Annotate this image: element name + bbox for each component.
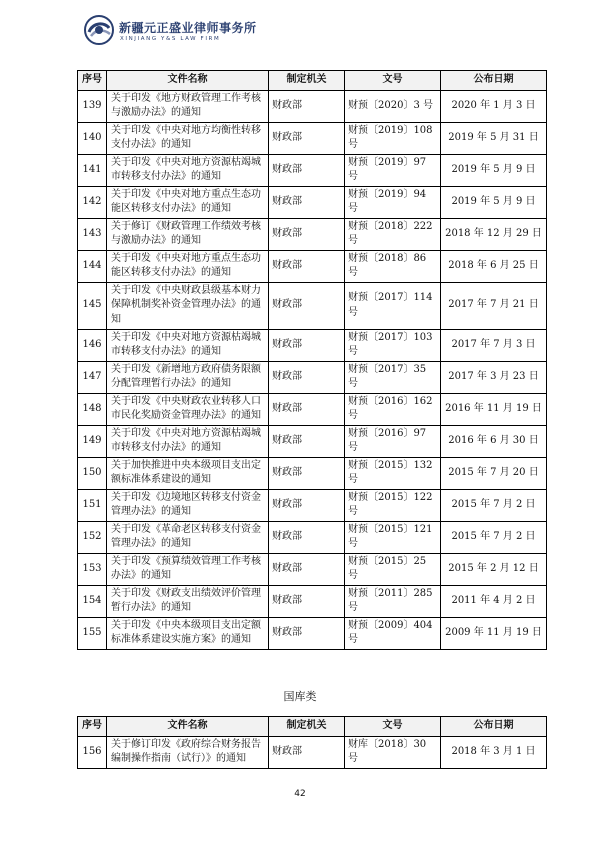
row-authority: 财政部 [269,361,345,393]
row-name: 关于修订印发《政府综合财务报告编制操作指南（试行）》的通知 [107,736,269,768]
row-date: 2011 年 4 月 2 日 [441,585,547,617]
row-doc-number: 财预〔2015〕121 号 [345,521,441,553]
row-no: 142 [78,186,107,218]
row-name: 关于印发《中央对地方资源枯竭城市转移支付办法》的通知 [107,154,269,186]
row-date: 2017 年 3 月 23 日 [441,361,547,393]
row-no: 152 [78,521,107,553]
col-header-date: 公布日期 [441,71,547,91]
row-name: 关于印发《中央财政县级基本财力保障机制奖补资金管理办法》的通知 [107,282,269,329]
row-doc-number: 财预〔2016〕97 号 [345,425,441,457]
row-doc-number: 财预〔2017〕114 号 [345,282,441,329]
row-date: 2017 年 7 月 3 日 [441,329,547,361]
row-authority: 财政部 [269,425,345,457]
row-authority: 财政部 [269,553,345,585]
row-doc-number: 财预〔2018〕222 号 [345,218,441,250]
firm-name-en: XINJIANG Y&S LAW FIRM [120,36,221,42]
row-no: 145 [78,282,107,329]
row-authority: 财政部 [269,154,345,186]
row-name: 关于印发《中央对地方重点生态功能区转移支付办法》的通知 [107,250,269,282]
row-authority: 财政部 [269,90,345,122]
table-row [78,361,547,393]
row-authority: 财政部 [269,250,345,282]
row-date: 2016 年 6 月 30 日 [441,425,547,457]
col-header-authority: 制定机关 [269,717,345,737]
row-date: 2016 年 11 月 19 日 [441,393,547,425]
table-row [78,521,547,553]
table-row [78,250,547,282]
col-header-authority: 制定机关 [269,71,345,91]
row-doc-number: 财预〔2017〕35 号 [345,361,441,393]
row-authority: 财政部 [269,585,345,617]
row-authority: 财政部 [269,489,345,521]
row-date: 2017 年 7 月 21 日 [441,282,547,329]
row-name: 关于印发《边境地区转移支付资金管理办法》的通知 [107,489,269,521]
row-no: 144 [78,250,107,282]
table-row [78,617,547,649]
firm-emblem-icon [83,14,115,46]
table-row [78,218,547,250]
row-doc-number: 财预〔2016〕162 号 [345,393,441,425]
row-authority: 财政部 [269,393,345,425]
row-date: 2015 年 2 月 12 日 [441,553,547,585]
row-doc-number: 财库〔2018〕30 号 [345,736,441,768]
page-number: 42 [294,789,306,799]
row-no: 149 [78,425,107,457]
row-authority: 财政部 [269,122,345,154]
row-date: 2019 年 5 月 9 日 [441,154,547,186]
row-date: 2015 年 7 月 20 日 [441,457,547,489]
row-authority: 财政部 [269,457,345,489]
row-doc-number: 财预〔2011〕285 号 [345,585,441,617]
col-header-no: 序号 [78,71,107,91]
row-doc-number: 财预〔2017〕103 号 [345,329,441,361]
table-row [78,585,547,617]
col-header-name: 文件名称 [107,717,269,737]
table-row [78,553,547,585]
col-header-no: 序号 [78,717,107,737]
row-name: 关于印发《地方财政管理工作考核与激励办法》的通知 [107,90,269,122]
row-name: 关于印发《预算绩效管理工作考核办法》的通知 [107,553,269,585]
row-no: 140 [78,122,107,154]
row-no: 155 [78,617,107,649]
row-doc-number: 财预〔2015〕122 号 [345,489,441,521]
row-date: 2015 年 7 月 2 日 [441,489,547,521]
row-name: 关于印发《中央财政农业转移人口市民化奖励资金管理办法》的通知 [107,393,269,425]
col-header-name: 文件名称 [107,71,269,91]
row-no: 146 [78,329,107,361]
table-header-row [78,717,547,737]
row-no: 151 [78,489,107,521]
row-date: 2018 年 3 月 1 日 [441,736,547,768]
row-no: 143 [78,218,107,250]
row-authority: 财政部 [269,521,345,553]
row-authority: 财政部 [269,617,345,649]
row-doc-number: 财预〔2018〕86 号 [345,250,441,282]
row-no: 154 [78,585,107,617]
row-date: 2019 年 5 月 9 日 [441,186,547,218]
row-doc-number: 财预〔2019〕94 号 [345,186,441,218]
treasury-table [77,716,547,769]
row-no: 150 [78,457,107,489]
table-row [78,282,547,329]
row-doc-number: 财预〔2015〕25 号 [345,553,441,585]
row-name: 关于加快推进中央本级项目支出定额标准体系建设的通知 [107,457,269,489]
row-no: 147 [78,361,107,393]
row-date: 2009 年 11 月 19 日 [441,617,547,649]
row-no: 148 [78,393,107,425]
table-row [78,122,547,154]
table-row [78,186,547,218]
row-name: 关于印发《中央对地方重点生态功能区转移支付办法》的通知 [107,186,269,218]
row-date: 2018 年 12 月 29 日 [441,218,547,250]
regulations-table [77,70,547,650]
row-name: 关于修订《财政管理工作绩效考核与激励办法》的通知 [107,218,269,250]
firm-name-cn: 新疆元正盛业律师事务所 [119,21,257,35]
table-row [78,457,547,489]
row-name: 关于印发《财政支出绩效评价管理暂行办法》的通知 [107,585,269,617]
table-row [78,425,547,457]
table-row [78,329,547,361]
table-row [78,90,547,122]
row-name: 关于印发《新增地方政府债务限额分配管理暂行办法》的通知 [107,361,269,393]
row-authority: 财政部 [269,218,345,250]
row-doc-number: 财预〔2020〕3 号 [345,90,441,122]
row-authority: 财政部 [269,736,345,768]
firm-logo [83,14,283,50]
col-header-doc: 文号 [345,71,441,91]
row-no: 153 [78,553,107,585]
table-row [78,489,547,521]
table-row [78,736,547,768]
col-header-date: 公布日期 [441,717,547,737]
section-title-treasury: 国库类 [283,690,317,703]
row-date: 2015 年 7 月 2 日 [441,521,547,553]
row-name: 关于印发《中央对地方均衡性转移支付办法》的通知 [107,122,269,154]
row-authority: 财政部 [269,282,345,329]
row-authority: 财政部 [269,186,345,218]
row-doc-number: 财预〔2019〕108 号 [345,122,441,154]
row-no: 156 [78,736,107,768]
row-date: 2019 年 5 月 31 日 [441,122,547,154]
row-authority: 财政部 [269,329,345,361]
row-name: 关于印发《中央对地方资源枯竭城市转移支付办法》的通知 [107,329,269,361]
table-row [78,154,547,186]
row-doc-number: 财预〔2015〕132 号 [345,457,441,489]
row-date: 2018 年 6 月 25 日 [441,250,547,282]
row-name: 关于印发《革命老区转移支付资金管理办法》的通知 [107,521,269,553]
row-doc-number: 财预〔2009〕404 号 [345,617,441,649]
table-row [78,393,547,425]
row-name: 关于印发《中央本级项目支出定额标准体系建设实施方案》的通知 [107,617,269,649]
row-no: 141 [78,154,107,186]
table-header-row [78,71,547,91]
col-header-doc: 文号 [345,717,441,737]
row-date: 2020 年 1 月 3 日 [441,90,547,122]
row-no: 139 [78,90,107,122]
row-name: 关于印发《中央对地方资源枯竭城市转移支付办法》的通知 [107,425,269,457]
row-doc-number: 财预〔2019〕97 号 [345,154,441,186]
